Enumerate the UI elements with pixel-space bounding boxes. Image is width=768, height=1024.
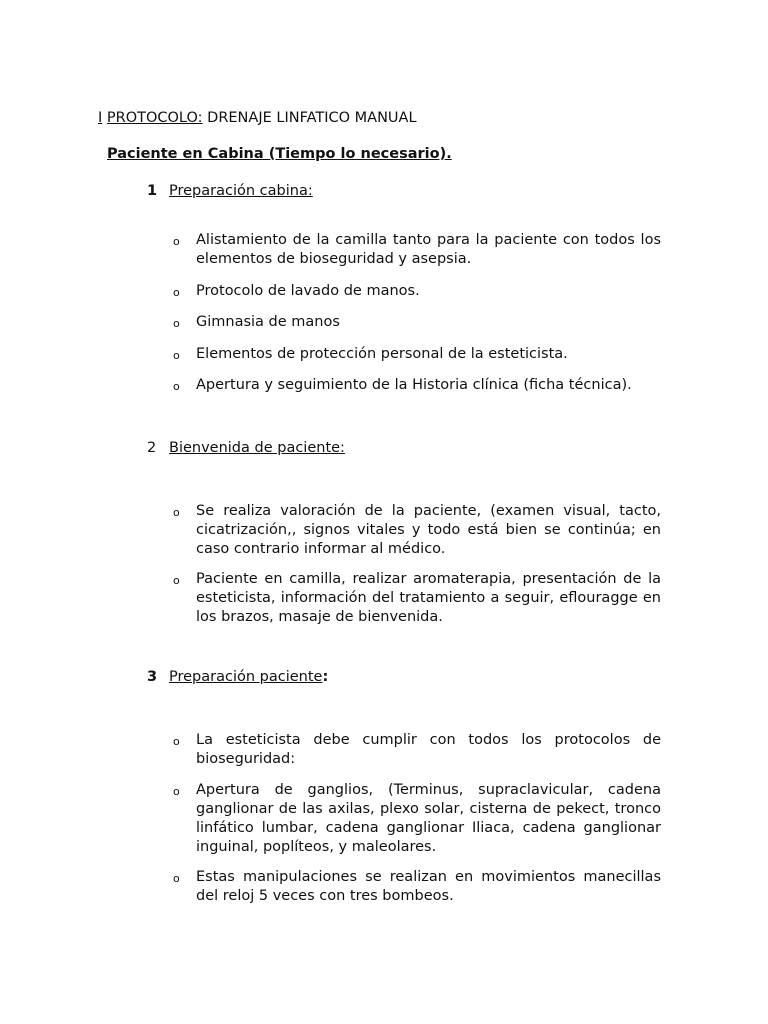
title-roman-numeral: I: [98, 110, 103, 126]
section-label: Bienvenida de paciente:: [169, 440, 345, 456]
list-item-text: Protocolo de lavado de manos.: [196, 283, 420, 299]
bullet-marker: o: [173, 735, 180, 748]
bullet-marker: o: [173, 574, 180, 587]
bullet-marker: o: [173, 349, 180, 362]
bullet-marker: o: [173, 235, 180, 248]
list-item-text: Apertura y seguimiento de la Historia clínica (ficha técnica).: [196, 377, 632, 393]
section-heading-2: [147, 440, 345, 456]
section-number: 3: [147, 669, 158, 685]
section-heading-3: [147, 669, 328, 685]
section-label: Preparación cabina:: [169, 183, 313, 199]
section-label: Preparación paciente: [169, 669, 323, 685]
list-item-text: Alistamiento de la camilla tanto para la paciente con todos los elementos de bioseguridad y asepsia.: [196, 232, 661, 267]
section-number: 2: [147, 440, 157, 456]
title-protocol-name: DRENAJE LINFATICO MANUAL: [202, 110, 417, 126]
section-heading-1: [147, 183, 313, 199]
document-subtitle: Paciente en Cabina (Tiempo lo necesario).: [107, 146, 452, 162]
bullet-marker: o: [173, 506, 180, 519]
title-protocol-label: PROTOCOLO:: [106, 110, 203, 126]
list-item-text: Se realiza valoración de la paciente, (examen visual, tacto, cicatrización,, signos vitales y todo está bien se continúa; en caso contrario informar al médico.: [196, 503, 661, 557]
section-number: 1: [147, 183, 158, 199]
bullet-marker: o: [173, 872, 180, 885]
bullet-marker: o: [173, 317, 180, 330]
document-title: [98, 110, 417, 126]
section-label-colon: :: [322, 669, 329, 685]
list-item-text: Apertura de ganglios, (Terminus, supraclavicular, cadena ganglionar de las axilas, plexo solar, cisterna de pekect, tronco linfático lumbar, cadena ganglionar Iliaca, cadena ganglionar inguinal, poplíteos, y maleolares.: [196, 782, 661, 855]
bullet-marker: o: [173, 380, 180, 393]
bullet-marker: o: [173, 286, 180, 299]
list-item-text: Gimnasia de manos: [196, 314, 340, 330]
list-item-text: La esteticista debe cumplir con todos los protocolos de bioseguridad:: [196, 732, 661, 767]
list-item-text: Elementos de protección personal de la esteticista.: [196, 346, 568, 362]
list-item-text: Paciente en camilla, realizar aromaterapia, presentación de la esteticista, información del tratamiento a seguir, eflouragge en los brazos, masaje de bienvenida.: [196, 571, 661, 625]
bullet-marker: o: [173, 785, 180, 798]
list-item-text: Estas manipulaciones se realizan en movimientos manecillas del reloj 5 veces con tres bombeos.: [196, 869, 661, 904]
